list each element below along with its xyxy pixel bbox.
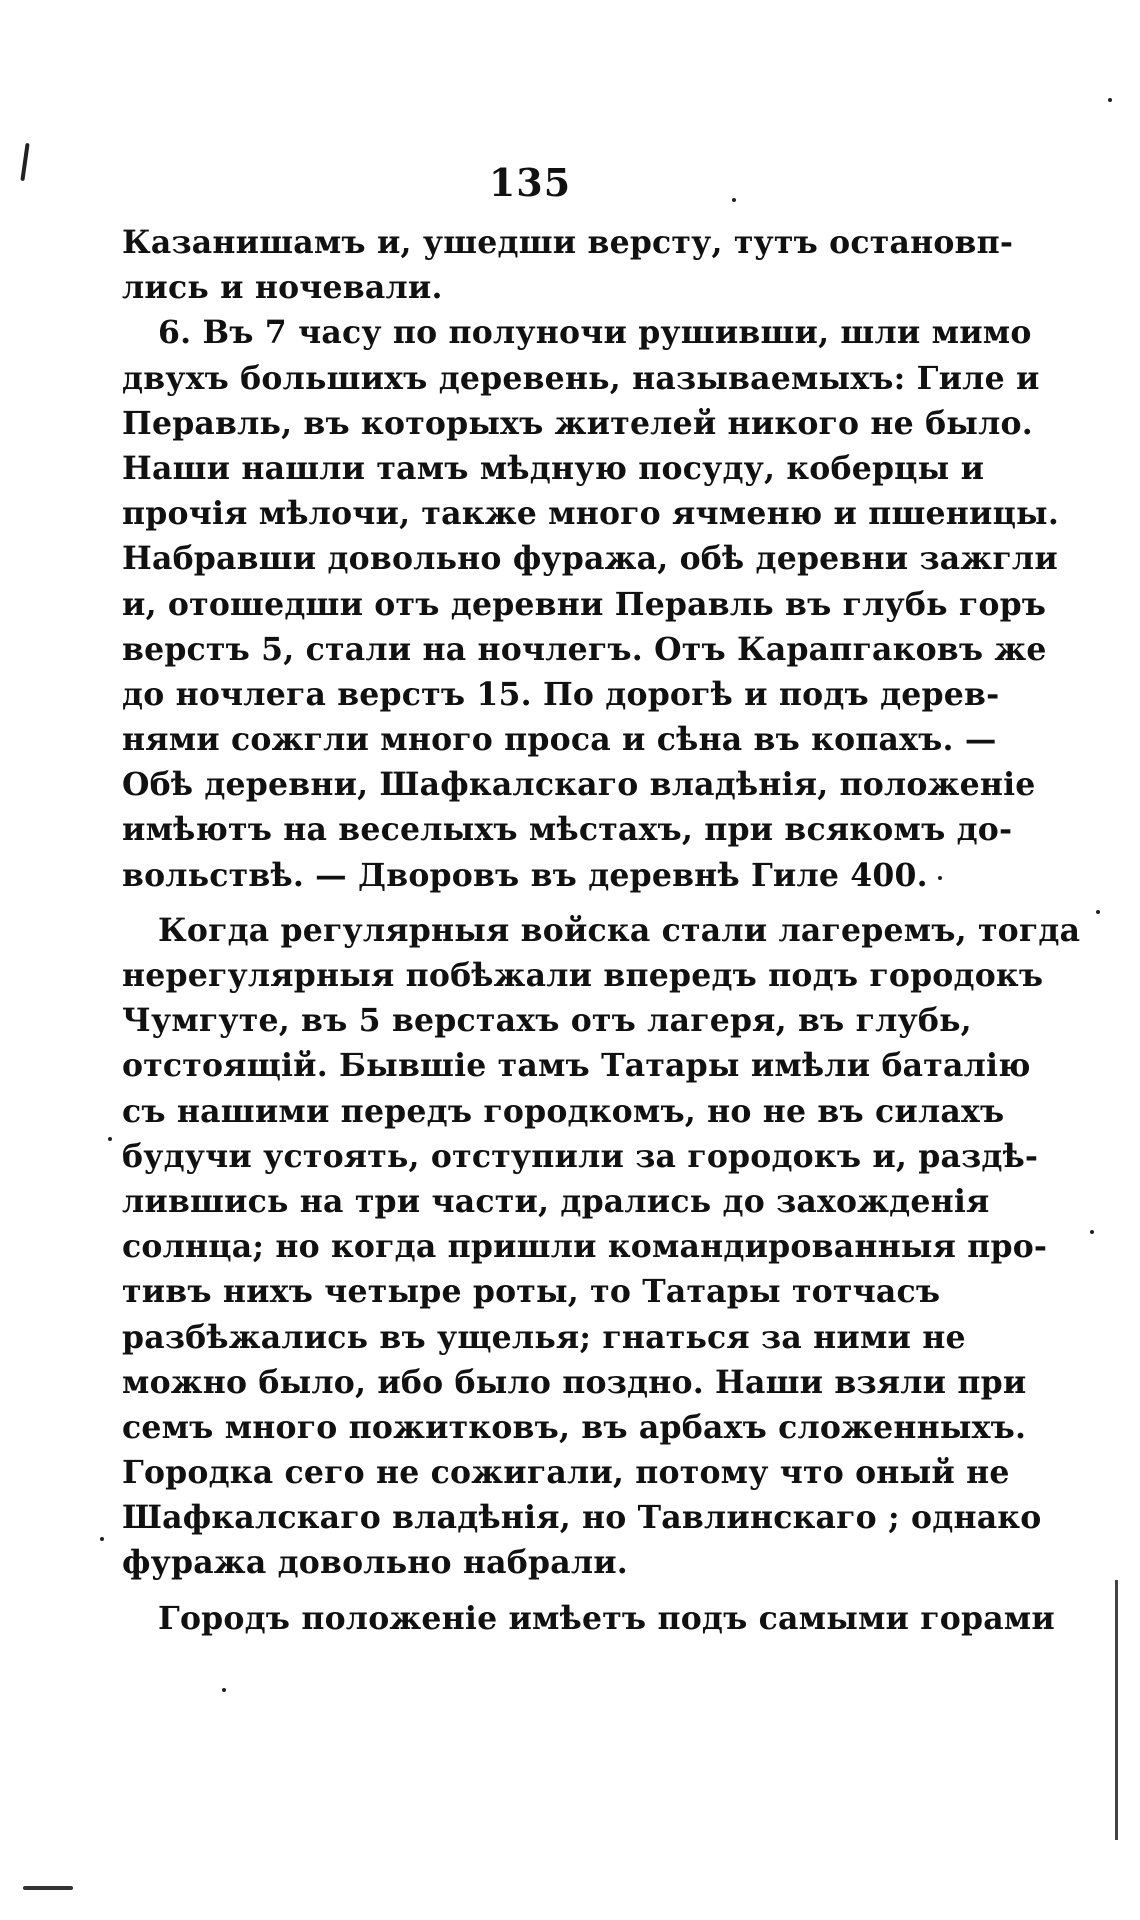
text-line: двухъ большихъ деревень, называемыхъ: Гиле и — [122, 359, 1040, 397]
text-line: вольствѣ. — Дворовъ въ деревнѣ Гиле 400. — [122, 856, 928, 894]
text-line: до ночлега верстъ 15. По дорогѣ и подъ дерев- — [122, 675, 1000, 713]
text-line: будучи устоять, отступили за городокъ и, раздѣ- — [122, 1137, 1039, 1175]
page-edge-shadow — [1115, 1580, 1118, 1840]
speck — [938, 876, 942, 880]
text-line: Казанишамъ и, ушедши версту, тутъ остановп- — [122, 224, 1014, 261]
text-line: можно было, ибо было поздно. Наши взяли при — [122, 1363, 1027, 1401]
text-line: Когда регулярныя войска стали лагеремъ, тогда — [158, 911, 1081, 949]
text-line: 6. Въ 7 часу по полуночи рушивши, шли мимо — [158, 314, 1032, 352]
text-line: имѣютъ на веселыхъ мѣстахъ, при всякомъ до- — [122, 811, 1013, 849]
text-line: Обѣ деревни, Шафкалскаго владѣнія, положеніе — [122, 766, 1036, 804]
speck — [108, 1137, 112, 1141]
text-line: нями сожгли много проса и сѣна въ копахъ. — — [122, 721, 997, 759]
speck — [1096, 910, 1100, 914]
page-number: 135 — [488, 160, 572, 205]
text-line: Наши нашли тамъ мѣдную посуду, коберцы и — [122, 449, 985, 487]
text-line: лись и ночевали. — [122, 269, 443, 307]
text-line: прочія мѣлочи, также много ячменю и пшеницы. — [122, 495, 1060, 533]
text-line: Шафкалскаго владѣнія, но Тавлинскаго ; однако — [122, 1499, 1042, 1537]
text-line: семъ много пожитковъ, въ арбахъ сложенныхъ. — [122, 1408, 1027, 1446]
text-line: отстоящій. Бывшіе тамъ Татары имѣли баталію — [122, 1047, 1031, 1085]
text-line: нерегулярныя побѣжали впередъ подъ городокъ — [122, 957, 1044, 994]
speck — [1108, 98, 1112, 102]
speck — [732, 198, 736, 202]
margin-mark — [23, 1886, 73, 1890]
text-line: съ нашими передъ городкомъ, но не въ силахъ — [122, 1092, 1005, 1130]
text-line: Чумгуте, въ 5 верстахъ отъ лагеря, въ глубь, — [122, 1002, 972, 1040]
text-line: верстъ 5, стали на ночлегъ. Отъ Карапгаковъ же — [122, 630, 1047, 668]
margin-mark — [20, 143, 29, 181]
text-line: солнца; но когда пришли командированныя про- — [122, 1228, 1048, 1266]
speck — [222, 1688, 226, 1692]
text-line: Набравши довольно фуража, обѣ деревни зажгли — [122, 540, 1058, 578]
text-line: и, отошедши отъ деревни Перавль въ глубь горъ — [122, 585, 1047, 623]
text-line: тивъ нихъ четыре роты, то Татары тотчасъ — [122, 1273, 941, 1311]
text-line: Городка сего не сожигали, потому что оный не — [122, 1454, 1010, 1492]
speck — [100, 1537, 104, 1541]
text-line: разбѣжались въ ущелья; гнаться за ними не — [122, 1318, 966, 1356]
text-line: Перавль, въ которыхъ жителей никого не было. — [122, 404, 1033, 442]
speck — [1090, 1230, 1094, 1234]
body-text — [122, 220, 1081, 1641]
paragraph-gap — [122, 898, 938, 908]
text-line: Городъ положеніе имѣетъ подъ самыми горами — [158, 1599, 1055, 1637]
text-line: лившись на три части, дрались до захожденія — [122, 1182, 990, 1220]
paragraph-gap — [122, 1586, 938, 1596]
text-line: фуража довольно набрали. — [122, 1544, 628, 1582]
